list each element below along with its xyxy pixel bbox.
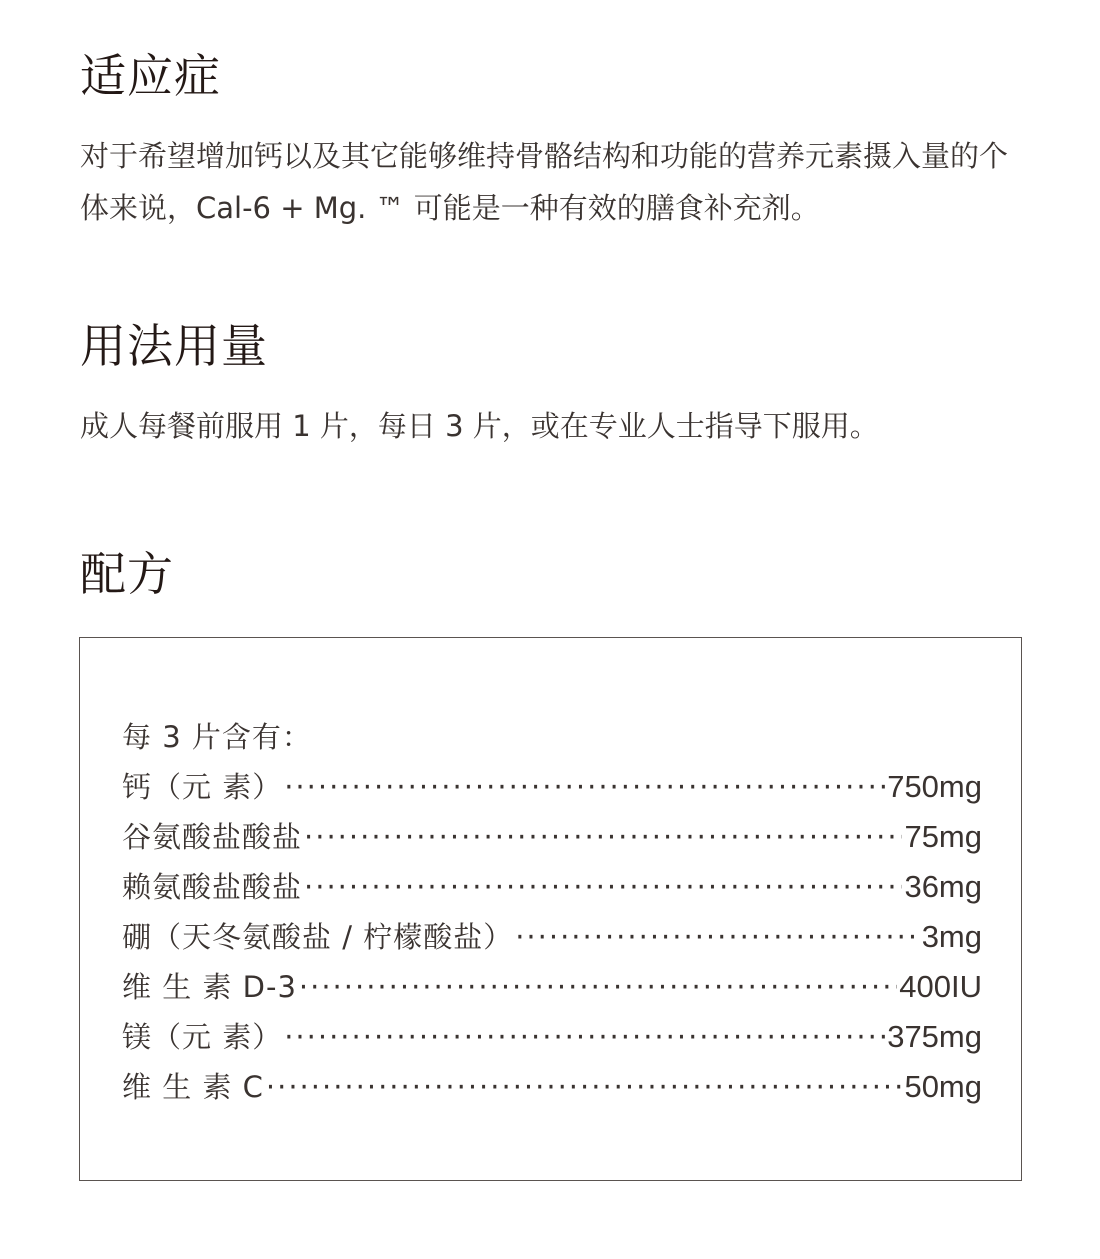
formula-intro: 每 3 片含有：	[122, 720, 312, 754]
dot-leader	[299, 962, 897, 1012]
ingredient-amount: 400IU	[899, 969, 982, 1004]
ingredient-amount: 375mg	[887, 1019, 982, 1054]
ingredient-name: 镁（元 素）	[122, 1020, 283, 1054]
ingredient-name: 硼（天冬氨酸盐 / 柠檬酸盐）	[122, 920, 514, 954]
formula-row	[122, 912, 982, 962]
formula-title: 配方	[80, 547, 174, 601]
ingredient-name: 钙（元 素）	[122, 770, 283, 804]
formula-row	[122, 862, 982, 912]
dot-leader	[304, 862, 902, 912]
indications-title: 适应症	[80, 49, 221, 103]
dot-leader	[515, 912, 919, 962]
formula-row	[122, 962, 982, 1012]
formula-row	[122, 1062, 982, 1112]
ingredient-amount: 750mg	[887, 769, 982, 804]
ingredient-amount: 75mg	[904, 819, 982, 854]
ingredient-amount: 36mg	[904, 869, 982, 904]
ingredient-amount: 50mg	[904, 1069, 982, 1104]
dot-leader	[266, 1062, 903, 1112]
formula-list	[122, 762, 982, 1112]
dosage-title: 用法用量	[80, 319, 268, 373]
ingredient-name: 维 生 素 D-3	[122, 970, 297, 1004]
formula-row	[122, 812, 982, 862]
indications-text: 对于希望增加钙以及其它能够维持骨骼结构和功能的营养元素摄入量的个体来说，Cal-6 + Mg. ™ 可能是一种有效的膳食补充剂。	[80, 139, 1009, 225]
ingredient-amount: 3mg	[921, 919, 982, 954]
formula-row	[122, 1012, 982, 1062]
dot-leader	[304, 812, 902, 862]
dot-leader	[284, 1012, 885, 1062]
dot-leader	[284, 762, 885, 812]
dosage-text: 成人每餐前服用 1 片，每日 3 片，或在专业人士指导下服用。	[80, 409, 879, 443]
ingredient-name: 谷氨酸盐酸盐	[122, 820, 303, 854]
formula-row	[122, 762, 982, 812]
ingredient-name: 赖氨酸盐酸盐	[122, 870, 303, 904]
ingredient-name: 维 生 素 C	[122, 1070, 264, 1104]
